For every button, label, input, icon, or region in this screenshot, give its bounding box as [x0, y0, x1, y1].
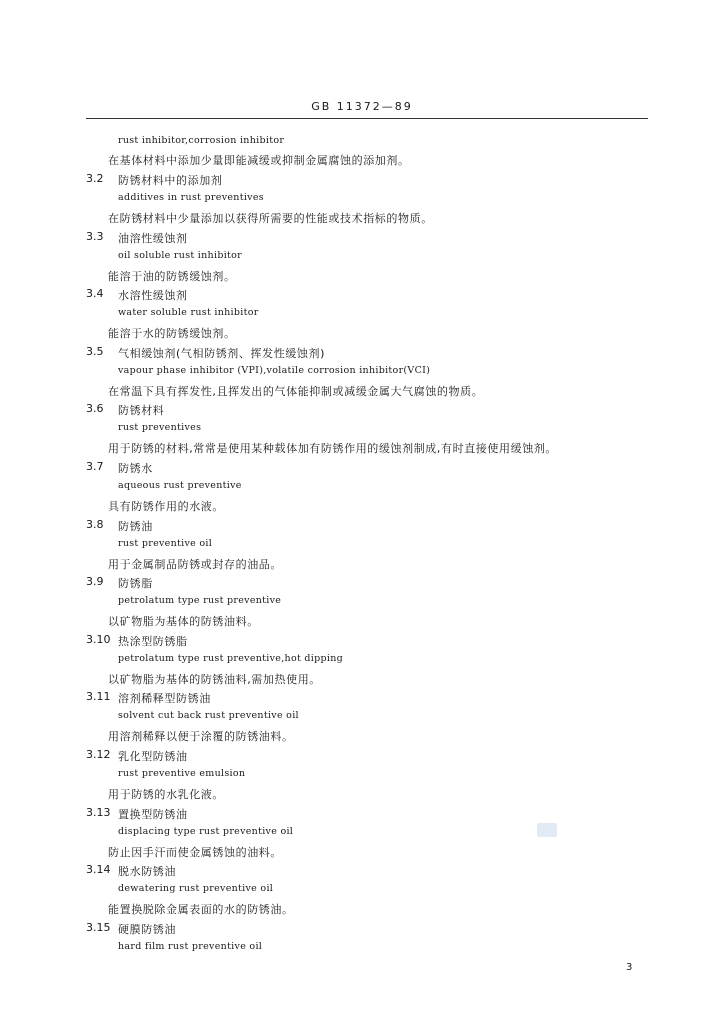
entry-english-term: aqueous rust preventive	[118, 480, 242, 491]
entry-english-term: petrolatum type rust preventive,hot dipping	[118, 652, 344, 664]
entry-number: 3.4	[86, 287, 104, 301]
entry-number: 3.2	[86, 172, 104, 185]
entry-definition: 用于金属制品防锈或封存的油品。	[108, 557, 282, 571]
entry-term: 乳化型防锈油	[118, 750, 188, 763]
entry-term: 脱水防锈油	[118, 865, 176, 879]
entry-definition: 用于防锈的水乳化液。	[108, 788, 224, 801]
entry-number: 3.10	[86, 632, 111, 646]
entry-number: 3.7	[86, 460, 104, 473]
entry-term: 防锈材料	[118, 404, 165, 418]
entry-english-term: rust preventives	[118, 422, 202, 434]
entry-term: 置换型防锈油	[118, 807, 188, 821]
entry-number: 3.9	[86, 575, 104, 589]
entry-definition: 在常温下具有挥发性,且挥发出的气体能抑制或减缓金属大气腐蚀的物质。	[108, 384, 484, 398]
entry-term: 硬膜防锈油	[118, 922, 176, 936]
entry-number: 3.15	[86, 920, 111, 934]
entry-definition: 能置换脱除金属表面的水的防锈油。	[108, 903, 294, 917]
entry-term: 防锈材料中的添加剂	[118, 174, 223, 187]
entry-english-term: water soluble rust inhibitor	[118, 307, 259, 319]
entry-number: 3.5	[86, 344, 104, 358]
entry-english-term: hard film rust preventive oil	[118, 940, 263, 952]
watermark-stamp	[537, 823, 557, 837]
entry-english-term: petrolatum type rust preventive	[118, 595, 282, 607]
entry-definition: 以矿物脂为基体的防锈油料。	[108, 615, 259, 629]
entry-definition: 以矿物脂为基体的防锈油料,需加热使用。	[108, 672, 321, 686]
entry-english-term: rust preventive emulsion	[118, 768, 246, 779]
entry-term: 油溶性缓蚀剂	[118, 231, 188, 245]
entry-english-term: oil soluble rust inhibitor	[118, 249, 243, 261]
entry-number: 3.12	[86, 748, 111, 761]
entry-number: 3.8	[86, 517, 104, 531]
entry-definition: 在防锈材料中少量添加以获得所需要的性能或技术指标的物质。	[108, 212, 433, 225]
entry-definition: 能溶于水的防锈缓蚀剂。	[108, 327, 236, 341]
entry-english-term: dewatering rust preventive oil	[118, 883, 274, 895]
entry-term: 防锈脂	[118, 577, 153, 591]
entry-number: 3.6	[86, 402, 104, 416]
lead-english-term: rust inhibitor,corrosion inhibitor	[118, 135, 285, 146]
entry-english-term: rust preventive oil	[118, 537, 213, 549]
entry-term: 防锈油	[118, 519, 153, 533]
header-rule	[86, 118, 648, 119]
entry-term: 气相缓蚀剂(气相防锈剂、挥发性缓蚀剂)	[118, 346, 325, 360]
entry-definition: 防止因手汗而使金属锈蚀的油料。	[108, 845, 282, 859]
entry-term: 防锈水	[118, 462, 153, 475]
entry-definition: 用溶剂稀释以便于涂覆的防锈油料。	[108, 730, 294, 744]
lead-definition: 在基体材料中添加少量即能减缓或抑制金属腐蚀的添加剂。	[108, 154, 410, 167]
entry-english-term: solvent cut back rust preventive oil	[118, 710, 299, 722]
entry-number: 3.3	[86, 229, 104, 243]
entry-term: 溶剂稀释型防锈油	[118, 692, 211, 706]
entry-english-term: displacing type rust preventive oil	[118, 825, 294, 837]
entry-definition: 具有防锈作用的水液。	[108, 500, 224, 513]
entry-term: 热涂型防锈脂	[118, 634, 188, 648]
entry-number: 3.14	[86, 863, 111, 877]
entry-english-term: additives in rust preventives	[118, 192, 264, 203]
standard-code-header: GB 11372—89	[311, 100, 413, 113]
entry-definition: 能溶于油的防锈缓蚀剂。	[108, 269, 236, 283]
entry-number: 3.11	[86, 690, 111, 704]
entry-number: 3.13	[86, 805, 111, 819]
entry-english-term: vapour phase inhibitor (VPI),volatile corrosion inhibitor(VCI)	[118, 364, 431, 376]
entry-term: 水溶性缓蚀剂	[118, 289, 188, 303]
page-number: 3	[626, 962, 633, 973]
entry-definition: 用于防锈的材料,常常是使用某种载体加有防锈作用的缓蚀剂制成,有时直接使用缓蚀剂。	[108, 442, 557, 456]
